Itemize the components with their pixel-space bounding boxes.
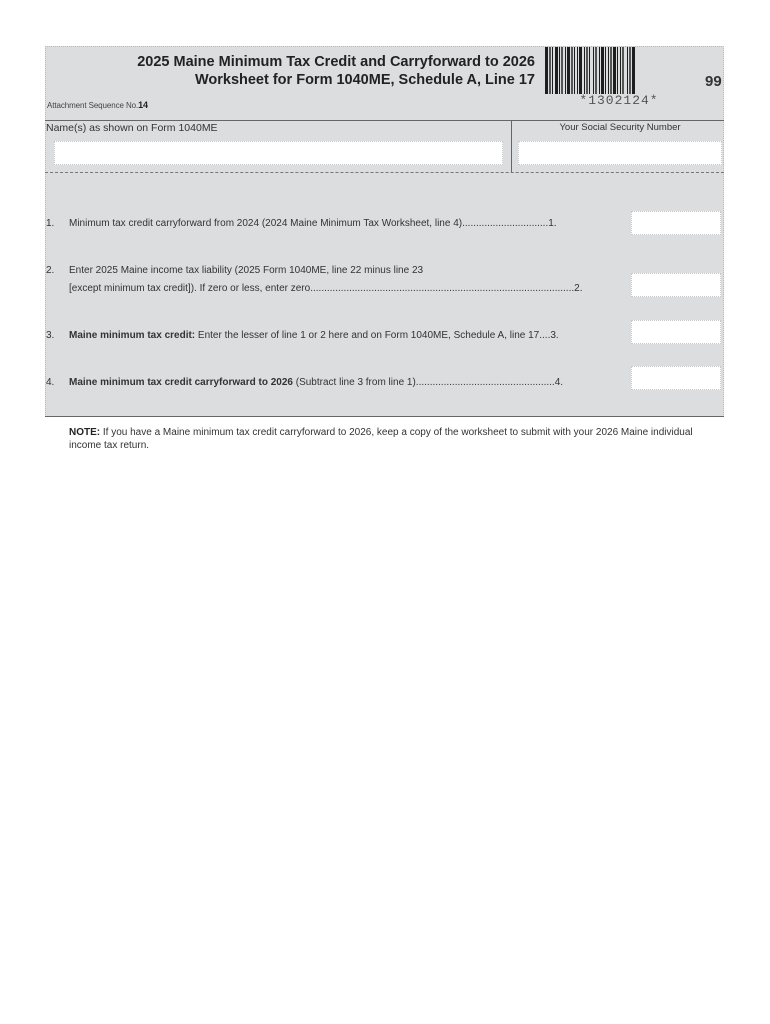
- ssn-input[interactable]: [518, 141, 722, 165]
- line-3-ref: 3.: [550, 330, 559, 341]
- line-3-text: Enter the lesser of line 1 or 2 here and on Form 1040ME, Schedule A, line 17: [195, 330, 540, 341]
- note-text: If you have a Maine minimum tax credit carryforward to 2026, keep a copy of the worksheet to submit with your 2026 Maine individual income tax return.: [69, 427, 693, 451]
- line-4-description: [69, 377, 563, 388]
- line-3-bold-label: Maine minimum tax credit:: [69, 330, 196, 341]
- header-divider: [45, 120, 724, 121]
- ssn-label: Your Social Security Number: [559, 122, 681, 133]
- page-number: 99: [705, 73, 722, 90]
- attachment-sequence-number: 14: [138, 100, 148, 110]
- line-3-number: 3.: [46, 330, 55, 341]
- attachment-sequence-label: Attachment Sequence No.: [47, 101, 139, 110]
- line-2-description-continued: [69, 283, 583, 294]
- form-bottom-rule: [45, 416, 724, 417]
- attachment-sequence: [47, 100, 148, 110]
- line-3-description: [69, 330, 559, 341]
- barcode-text: *1302124*: [579, 93, 659, 108]
- name-input[interactable]: [54, 141, 503, 165]
- line-4-amount-input[interactable]: [631, 366, 721, 390]
- barcode-icon: [545, 47, 693, 94]
- line-4-leader-dots: ..................................................: [415, 377, 555, 388]
- name-label: Name(s) as shown on Form 1040ME: [46, 122, 218, 134]
- line-3-leader-dots: ....: [539, 330, 551, 341]
- line-1-leader-dots: ...............................: [462, 218, 549, 229]
- line-1-amount-input[interactable]: [631, 211, 721, 235]
- line-1-number: 1.: [46, 218, 55, 229]
- line-4-ref: 4.: [554, 377, 564, 388]
- line-4-text: (Subtract line 3 from line 1): [292, 377, 416, 388]
- identity-column-divider: [511, 121, 512, 173]
- line-2-text: Enter 2025 Maine income tax liability (2025 Form 1040ME, line 22 minus line 23: [69, 265, 424, 276]
- identity-bottom-divider: [45, 172, 724, 173]
- form-title-line-1: 2025 Maine Minimum Tax Credit and Carryforward to 2026: [137, 54, 535, 70]
- note-label: NOTE:: [69, 427, 101, 438]
- line-1-text: Minimum tax credit carryforward from 2024 (2024 Maine Minimum Tax Worksheet, line 4): [69, 218, 463, 229]
- line-2-amount-input[interactable]: [631, 273, 721, 297]
- line-2-text-continued: [except minimum tax credit]). If zero or less, enter zero: [69, 283, 311, 294]
- line-4-bold-label: Maine minimum tax credit carryforward to 2026: [69, 377, 293, 388]
- line-3-amount-input[interactable]: [631, 320, 721, 344]
- line-2-leader-dots: ...............................................................................................: [310, 283, 575, 294]
- form-title-line-2: Worksheet for Form 1040ME, Schedule A, Line 17: [194, 72, 535, 88]
- line-2-number: 2.: [46, 265, 55, 276]
- note: [69, 426, 709, 452]
- line-1-description: [69, 218, 557, 229]
- line-4-number: 4.: [46, 377, 55, 388]
- line-2-ref: 2.: [574, 283, 583, 294]
- line-1-ref: 1.: [548, 218, 557, 229]
